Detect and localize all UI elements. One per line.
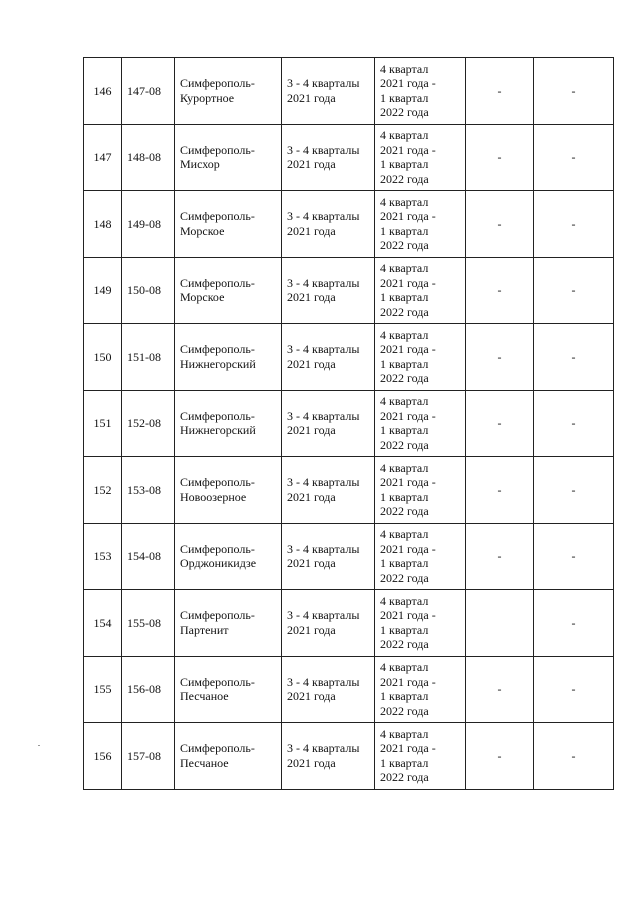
route-name-line: Симферополь- <box>180 674 255 689</box>
route-code: 155-08 <box>127 615 161 630</box>
term-line: 2022 года <box>380 437 429 452</box>
route-name-cell <box>175 656 282 723</box>
route-name-line: Симферополь- <box>180 608 255 623</box>
row-number-cell <box>84 590 122 657</box>
term-line: 1 квартал <box>380 689 429 704</box>
column-7-value: - <box>571 83 576 98</box>
column-7-value: - <box>571 216 576 231</box>
term-cell <box>375 324 466 391</box>
period-line: 2021 года <box>287 423 336 438</box>
route-code: 157-08 <box>127 748 161 763</box>
route-name-cell <box>175 457 282 524</box>
table-row <box>84 656 614 723</box>
period-line: 2021 года <box>287 157 336 172</box>
period-line: 2021 года <box>287 90 336 105</box>
row-number: 150 <box>93 349 112 364</box>
route-code: 156-08 <box>127 682 161 696</box>
table-row <box>84 124 614 191</box>
term-line: 2021 года - <box>380 475 436 490</box>
period-line: 2021 года <box>287 290 336 305</box>
route-code: 150-08 <box>127 283 161 297</box>
column-7-cell <box>534 523 614 590</box>
column-7-cell <box>534 656 614 723</box>
route-name-line: Нижнегорский <box>180 356 256 371</box>
term-line: 2022 года <box>380 371 429 386</box>
route-name-line: Симферополь- <box>180 408 255 423</box>
column-7-cell <box>534 257 614 324</box>
column-7-value: - <box>571 150 576 164</box>
table-body <box>84 58 614 790</box>
route-name-line: Симферополь- <box>180 475 255 490</box>
row-number: 147 <box>93 150 112 164</box>
row-number-cell <box>84 58 122 125</box>
term-cell <box>375 590 466 657</box>
period-cell <box>282 257 375 324</box>
row-number-cell <box>84 656 122 723</box>
route-name-line: Орджоникидзе <box>180 556 257 571</box>
term-line: 1 квартал <box>380 356 429 371</box>
term-cell <box>375 723 466 790</box>
route-name-line: Симферополь- <box>180 142 255 157</box>
table-row <box>84 257 614 324</box>
route-name-line: Морское <box>180 223 225 238</box>
route-code-cell <box>122 124 175 191</box>
row-number: 149 <box>93 283 112 297</box>
route-code-cell <box>122 723 175 790</box>
period-line: 3 - 4 кварталы <box>287 142 360 157</box>
column-7-value: - <box>571 615 576 630</box>
route-name-line: Партенит <box>180 622 229 637</box>
period-line: 2021 года <box>287 223 336 238</box>
route-code-cell <box>122 590 175 657</box>
period-cell <box>282 723 375 790</box>
term-cell <box>375 523 466 590</box>
term-line: 4 квартал <box>380 593 429 608</box>
route-name-line: Песчаное <box>180 689 229 704</box>
route-code: 148-08 <box>127 150 161 164</box>
route-name-cell <box>175 191 282 258</box>
column-6-cell <box>466 390 534 457</box>
route-name-cell <box>175 257 282 324</box>
route-name-cell <box>175 324 282 391</box>
column-6-value: - <box>497 416 502 430</box>
term-cell <box>375 656 466 723</box>
row-number: 156 <box>93 748 112 763</box>
term-line: 1 квартал <box>380 423 429 438</box>
period-line: 3 - 4 кварталы <box>287 608 360 623</box>
term-line: 2021 года - <box>380 209 436 224</box>
period-cell <box>282 457 375 524</box>
term-line: 4 квартал <box>380 660 429 675</box>
term-line: 2021 года - <box>380 408 436 423</box>
term-line: 2021 года - <box>380 674 436 689</box>
column-6-cell <box>466 723 534 790</box>
term-line: 1 квартал <box>380 223 429 238</box>
term-line: 2022 года <box>380 304 429 319</box>
column-6-cell <box>466 457 534 524</box>
term-cell <box>375 191 466 258</box>
route-name-line: Симферополь- <box>180 275 255 290</box>
term-line: 4 квартал <box>380 460 429 475</box>
route-name-cell <box>175 523 282 590</box>
row-number: 154 <box>93 615 112 630</box>
route-code-cell <box>122 390 175 457</box>
period-line: 3 - 4 кварталы <box>287 209 360 224</box>
term-line: 2021 года - <box>380 76 436 91</box>
column-6-value: - <box>497 482 502 497</box>
route-name-line: Курортное <box>180 90 235 105</box>
column-7-cell <box>534 58 614 125</box>
column-6-value: - <box>497 83 502 98</box>
column-7-value: - <box>571 283 576 297</box>
row-number-cell <box>84 324 122 391</box>
row-number: 155 <box>93 682 112 696</box>
row-number-cell <box>84 723 122 790</box>
period-line: 2021 года <box>287 755 336 770</box>
term-line: 4 квартал <box>380 128 429 143</box>
term-line: 1 квартал <box>380 290 429 305</box>
row-number-cell <box>84 124 122 191</box>
route-code: 154-08 <box>127 549 161 563</box>
column-7-value: - <box>571 416 576 430</box>
route-code-cell <box>122 656 175 723</box>
column-7-value: - <box>571 482 576 497</box>
column-6-value: - <box>497 283 502 297</box>
term-line: 2021 года - <box>380 541 436 556</box>
column-6-cell <box>466 656 534 723</box>
term-line: 4 квартал <box>380 194 429 209</box>
column-7-cell <box>534 324 614 391</box>
term-cell <box>375 257 466 324</box>
period-cell <box>282 124 375 191</box>
route-code: 153-08 <box>127 482 161 497</box>
route-name-cell <box>175 723 282 790</box>
column-6-value: - <box>497 150 502 164</box>
term-line: 2021 года - <box>380 275 436 290</box>
column-7-value: - <box>571 682 576 696</box>
row-number-cell <box>84 191 122 258</box>
term-line: 4 квартал <box>380 261 429 276</box>
column-6-value: - <box>497 682 502 696</box>
route-code-cell <box>122 457 175 524</box>
term-line: 1 квартал <box>380 90 429 105</box>
term-line: 1 квартал <box>380 556 429 571</box>
column-7-value: - <box>571 349 576 364</box>
column-7-value: - <box>571 549 576 563</box>
period-line: 2021 года <box>287 556 336 571</box>
term-cell <box>375 390 466 457</box>
term-line: 2022 года <box>380 504 429 519</box>
route-name-line: Морское <box>180 290 225 305</box>
route-code: 147-08 <box>127 83 161 98</box>
term-line: 1 квартал <box>380 622 429 637</box>
route-name-line: Песчаное <box>180 755 229 770</box>
column-6-value: - <box>497 549 502 563</box>
routes-table <box>83 57 614 790</box>
row-number-cell <box>84 257 122 324</box>
period-cell <box>282 656 375 723</box>
row-number-cell <box>84 390 122 457</box>
term-line: 2022 года <box>380 770 429 785</box>
period-line: 3 - 4 кварталы <box>287 674 360 689</box>
route-code-cell <box>122 191 175 258</box>
table-row <box>84 723 614 790</box>
column-7-value: - <box>571 748 576 763</box>
column-7-cell <box>534 590 614 657</box>
column-6-value: - <box>497 349 502 364</box>
period-line: 3 - 4 кварталы <box>287 541 360 556</box>
period-line: 3 - 4 кварталы <box>287 342 360 357</box>
route-name-line: Новоозерное <box>180 489 247 504</box>
term-line: 1 квартал <box>380 755 429 770</box>
column-6-cell <box>466 257 534 324</box>
column-6-value: - <box>497 216 502 231</box>
column-6-cell <box>466 58 534 125</box>
route-name-cell <box>175 390 282 457</box>
term-line: 2021 года - <box>380 142 436 157</box>
row-number: 153 <box>93 549 112 563</box>
term-line: 4 квартал <box>380 394 429 409</box>
table-row <box>84 457 614 524</box>
term-cell <box>375 457 466 524</box>
column-6-cell <box>466 324 534 391</box>
term-cell <box>375 58 466 125</box>
route-name-line: Симферополь- <box>180 76 255 91</box>
period-line: 3 - 4 кварталы <box>287 275 360 290</box>
table-row <box>84 191 614 258</box>
term-line: 2022 года <box>380 703 429 718</box>
term-line: 4 квартал <box>380 327 429 342</box>
table-row <box>84 390 614 457</box>
term-line: 2022 года <box>380 238 429 253</box>
route-code-cell <box>122 523 175 590</box>
term-line: 2022 года <box>380 105 429 120</box>
column-6-cell <box>466 124 534 191</box>
term-line: 2022 года <box>380 171 429 186</box>
table-row <box>84 590 614 657</box>
term-line: 2021 года - <box>380 741 436 756</box>
scan-speck <box>38 745 40 746</box>
route-name-cell <box>175 58 282 125</box>
route-code: 149-08 <box>127 216 161 231</box>
term-line: 4 квартал <box>380 61 429 76</box>
column-7-cell <box>534 124 614 191</box>
period-cell <box>282 523 375 590</box>
period-cell <box>282 58 375 125</box>
row-number-cell <box>84 523 122 590</box>
route-code: 151-08 <box>127 349 161 364</box>
period-cell <box>282 590 375 657</box>
term-line: 2021 года - <box>380 608 436 623</box>
period-line: 2021 года <box>287 622 336 637</box>
column-6-cell <box>466 191 534 258</box>
column-6-value: - <box>497 748 502 763</box>
column-7-cell <box>534 390 614 457</box>
period-line: 2021 года <box>287 489 336 504</box>
route-code-cell <box>122 257 175 324</box>
period-line: 2021 года <box>287 356 336 371</box>
period-line: 2021 года <box>287 689 336 704</box>
period-cell <box>282 191 375 258</box>
term-line: 1 квартал <box>380 157 429 172</box>
period-line: 3 - 4 кварталы <box>287 76 360 91</box>
row-number: 152 <box>93 482 112 497</box>
column-6-cell <box>466 590 534 657</box>
term-line: 2022 года <box>380 570 429 585</box>
period-line: 3 - 4 кварталы <box>287 741 360 756</box>
term-line: 2021 года - <box>380 342 436 357</box>
row-number-cell <box>84 457 122 524</box>
route-name-cell <box>175 590 282 657</box>
term-line: 4 квартал <box>380 527 429 542</box>
route-name-line: Симферополь- <box>180 209 255 224</box>
column-7-cell <box>534 723 614 790</box>
route-code-cell <box>122 58 175 125</box>
column-6-cell <box>466 523 534 590</box>
route-name-line: Симферополь- <box>180 342 255 357</box>
row-number: 151 <box>93 416 112 430</box>
period-cell <box>282 390 375 457</box>
row-number: 148 <box>93 216 112 231</box>
column-7-cell <box>534 191 614 258</box>
route-name-line: Нижнегорский <box>180 423 256 438</box>
route-name-line: Симферополь- <box>180 541 255 556</box>
term-line: 2022 года <box>380 637 429 652</box>
period-cell <box>282 324 375 391</box>
route-name-cell <box>175 124 282 191</box>
row-number: 146 <box>93 83 112 98</box>
term-line: 4 квартал <box>380 726 429 741</box>
table-row <box>84 523 614 590</box>
table-row <box>84 58 614 125</box>
route-name-line: Мисхор <box>180 157 220 172</box>
term-line: 1 квартал <box>380 489 429 504</box>
route-code-cell <box>122 324 175 391</box>
column-7-cell <box>534 457 614 524</box>
route-name-line: Симферополь- <box>180 741 255 756</box>
route-code: 152-08 <box>127 416 161 430</box>
term-cell <box>375 124 466 191</box>
table-row <box>84 324 614 391</box>
period-line: 3 - 4 кварталы <box>287 475 360 490</box>
period-line: 3 - 4 кварталы <box>287 408 360 423</box>
